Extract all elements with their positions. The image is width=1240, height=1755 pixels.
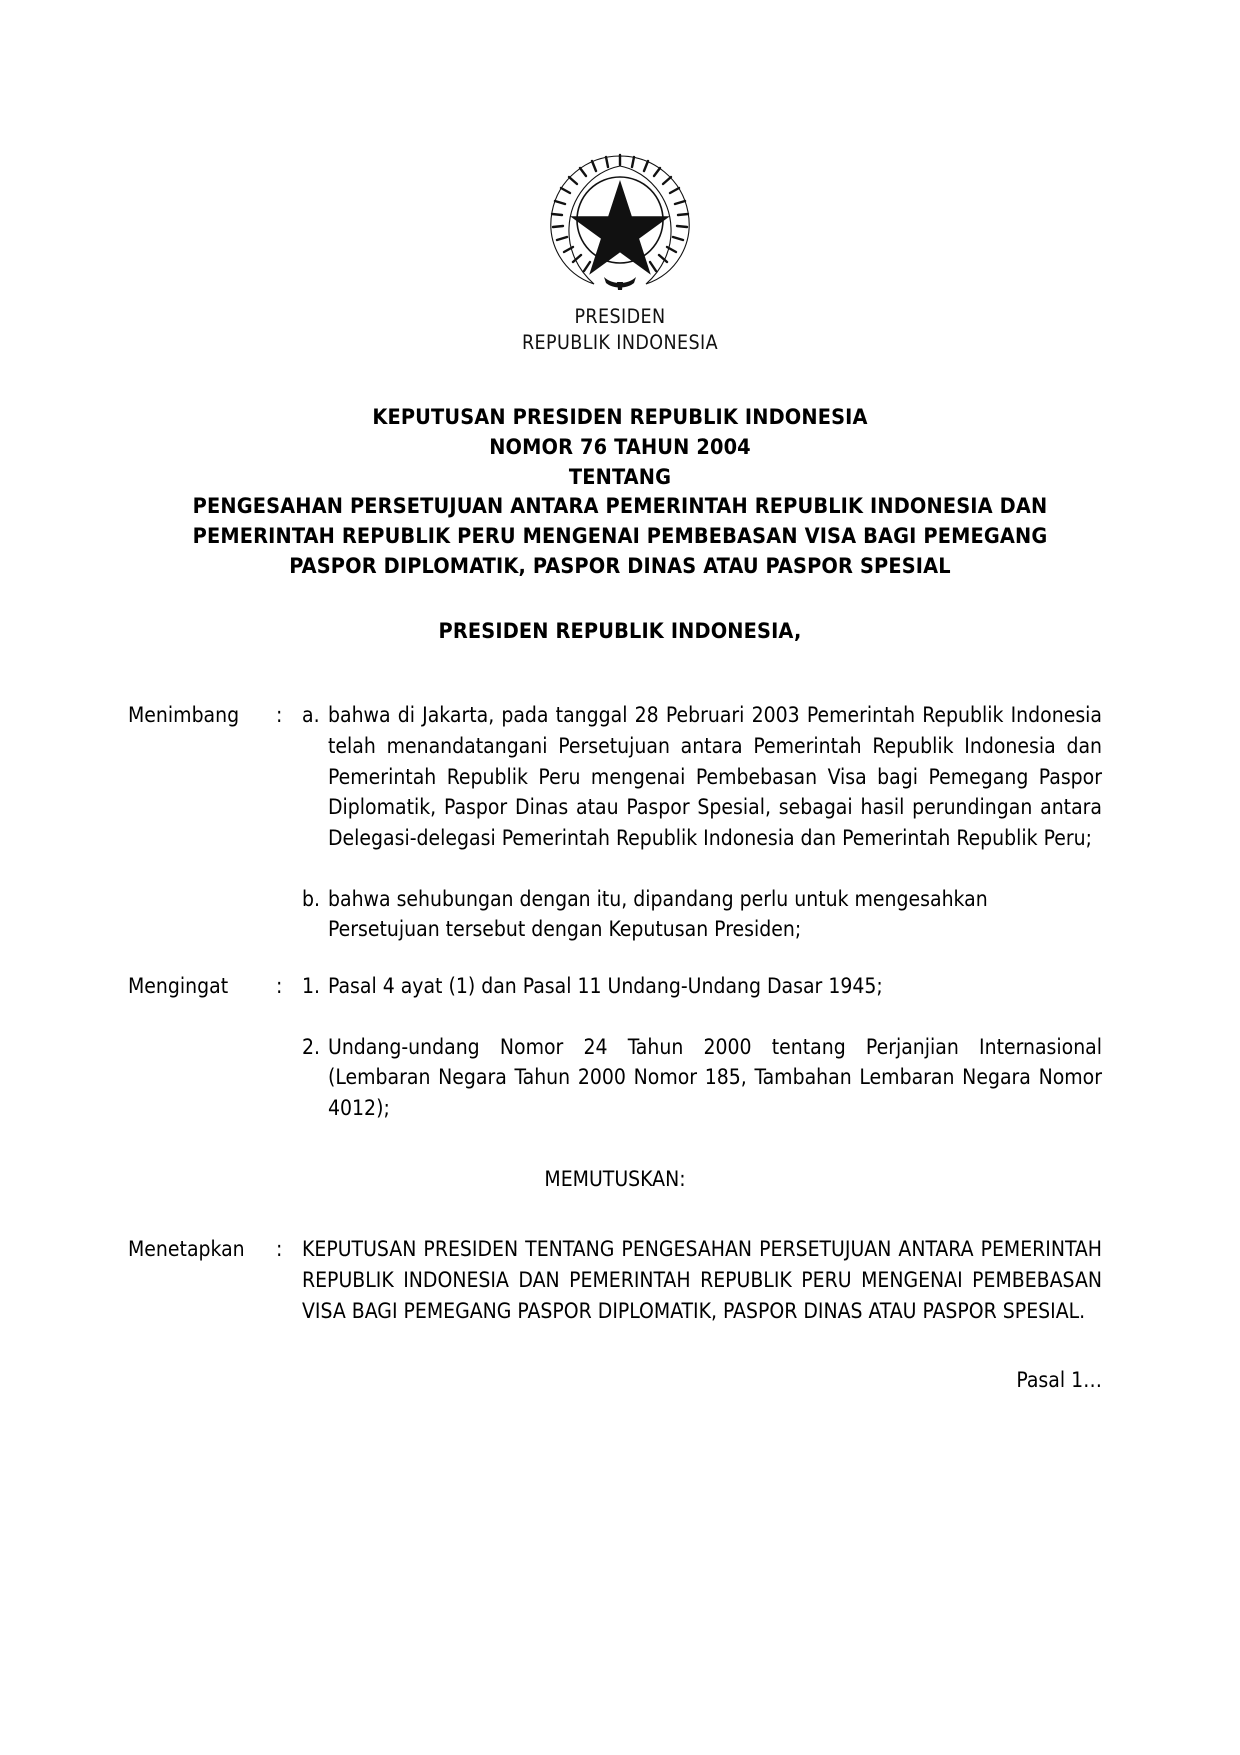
menimbang-colon: : xyxy=(276,703,283,728)
title-line-1: KEPUTUSAN PRESIDEN REPUBLIK INDONESIA xyxy=(372,405,868,431)
menimbang-item-a-marker: a. xyxy=(302,703,320,728)
mengingat-item-2-marker: 2. xyxy=(302,1034,321,1059)
mengingat-content xyxy=(302,971,1102,1124)
menimbang-item-b-text: bahwa sehubungan dengan itu, dipandang perlu untuk mengesahkan Persetujuan tersebut dengan Keputusan Presiden; xyxy=(328,886,988,942)
letterhead-caption-line1: PRESIDEN xyxy=(574,305,666,328)
letterhead xyxy=(0,0,1240,355)
mengingat-item-2-text: Undang-undang Nomor 24 Tahun 2000 tentang Perjanjian Internasional (Lembaran Negara Tahun 2000 Nomor 185, Tambahan Lembaran Negara Nomor 4012); xyxy=(328,1034,1102,1120)
title-line-5: PEMERINTAH REPUBLIK PERU MENGENAI PEMBEBASAN VISA BAGI PEMEGANG xyxy=(192,524,1048,550)
mengingat-item-1-text: Pasal 4 ayat (1) dan Pasal 11 Undang-Undang Dasar 1945; xyxy=(328,974,883,998)
document-body xyxy=(0,700,1240,1326)
mengingat-item-1-marker: 1. xyxy=(302,974,321,998)
continuation-note: Pasal 1… xyxy=(1016,1368,1102,1393)
title-line-2: NOMOR 76 TAHUN 2004 xyxy=(489,435,751,461)
mengingat-label: Mengingat xyxy=(128,974,229,998)
menetapkan-label: Menetapkan xyxy=(128,1237,245,1262)
list-item xyxy=(302,971,1102,1002)
memutuskan-heading: MEMUTUSKAN: xyxy=(544,1166,686,1191)
page-title xyxy=(0,403,1240,581)
section-menetapkan xyxy=(128,1234,1102,1326)
garuda-star-wreath-emblem xyxy=(534,150,706,290)
section-menimbang xyxy=(128,700,1102,945)
list-item xyxy=(302,700,1102,853)
signatory-heading: PRESIDEN REPUBLIK INDONESIA, xyxy=(438,619,802,645)
title-line-3: TENTANG xyxy=(568,464,672,490)
title-line-4: PENGESAHAN PERSETUJUAN ANTARA PEMERINTAH REPUBLIK INDONESIA DAN xyxy=(192,494,1048,520)
menetapkan-colon: : xyxy=(276,1237,283,1262)
list-item xyxy=(302,884,1102,945)
menimbang-label: Menimbang xyxy=(128,703,240,728)
title-line-6: PASPOR DIPLOMATIK, PASPOR DINAS ATAU PASPOR SPESIAL xyxy=(289,553,951,579)
list-item xyxy=(302,1032,1102,1124)
menimbang-content xyxy=(302,700,1102,945)
letterhead-caption-line2: REPUBLIK INDONESIA xyxy=(521,330,719,354)
section-mengingat xyxy=(128,971,1102,1124)
menetapkan-text: KEPUTUSAN PRESIDEN TENTANG PENGESAHAN PERSETUJUAN ANTARA PEMERINTAH REPUBLIK INDONESIA DAN PEMERINTAH REPUBLIK PERU MENGENAI PEMBEBASAN VISA BAGI PEMEGANG PASPOR DIPLOMATIK, PASPOR DINAS ATAU PASPOR SPESIAL. xyxy=(302,1237,1102,1323)
menimbang-item-b-marker: b. xyxy=(302,886,320,911)
menimbang-item-a-text: bahwa di Jakarta, pada tanggal 28 Pebruari 2003 Pemerintah Republik Indonesia telah menandatangani Persetujuan antara Pemerintah Republik Indonesia dan Pemerintah Republik Peru mengenai Pembebasan Visa bagi Pemegang Paspor Diplomatik, Paspor Dinas atau Paspor Spesial, sebagai hasil perundingan antara Delegasi-delegasi Pemerintah Republik Indonesia dan Pemerintah Republik Peru; xyxy=(328,703,1102,851)
letterhead-caption xyxy=(0,304,1240,355)
mengingat-colon: : xyxy=(276,974,283,998)
